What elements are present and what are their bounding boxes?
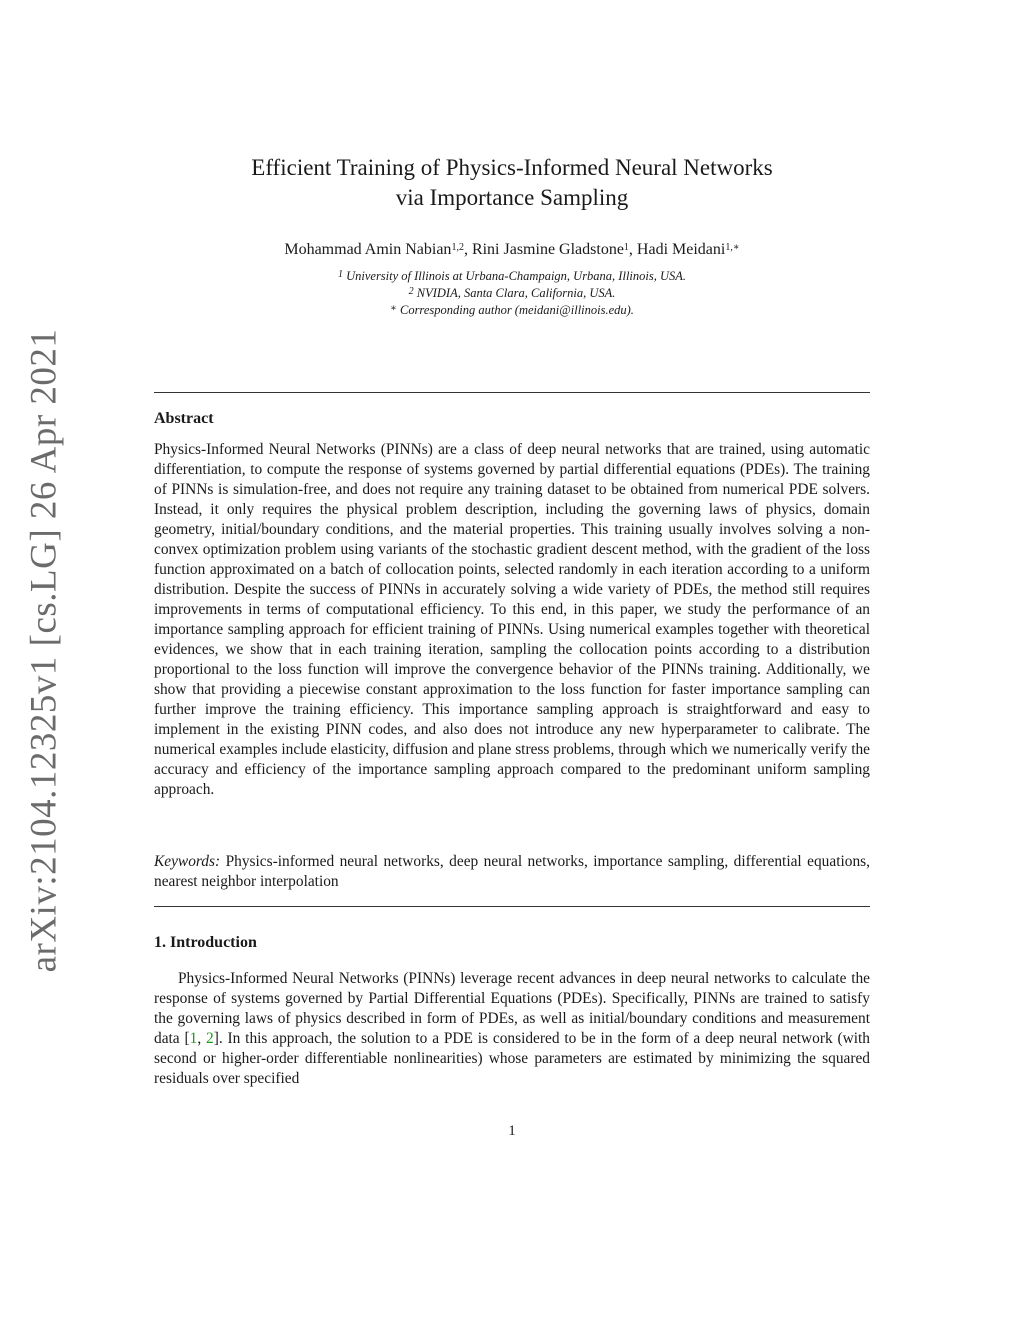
- affiliation-marker: ∗: [390, 303, 397, 314]
- keywords-label: Keywords:: [154, 853, 221, 870]
- paper-title-line-2: via Importance Sampling: [395, 185, 629, 210]
- page-number: 1: [508, 1123, 516, 1139]
- affiliation-line: [154, 302, 870, 319]
- paper-title-line-1: Efficient Training of Physics-Informed Neural Networks: [251, 155, 773, 180]
- affiliation-text: Corresponding author (meidani@illinois.edu).: [399, 303, 634, 317]
- introduction-heading: 1. Introduction: [154, 934, 257, 951]
- author-name: Mohammad Amin Nabian: [284, 241, 452, 258]
- citation-separator: ,: [197, 1030, 206, 1047]
- author-separator: ,: [463, 241, 472, 258]
- affiliation-marker: 1: [337, 269, 343, 280]
- abstract-bottom-rule: [154, 906, 870, 907]
- arxiv-identifier-text: arXiv:2104.12325v1 [cs.LG] 26 Apr 2021: [23, 328, 65, 972]
- affiliation-marker: 2: [408, 286, 414, 297]
- affiliation-text: University of Illinois at Urbana-Champaign, Urbana, Illinois, USA.: [346, 269, 687, 283]
- affiliation-text: NVIDIA, Santa Clara, California, USA.: [416, 286, 616, 300]
- abstract-top-rule: [154, 392, 870, 393]
- abstract-body: Physics-Informed Neural Networks (PINNs) are a class of deep neural networks that are trained, using automatic differentiation, to compute the response of systems governed by partial differential equations (PDEs). The training of PINNs is simulation-free, and does not require any training dataset to be obtained from numerical PDE solvers. Instead, it only requires the physical problem description, including the governing laws of physics, domain geometry, initial/boundary conditions, and the material properties. This training usually involves solving a non-convex optimization problem using variants of the stochastic gradient descent method, with the gradient of the loss function approximated on a batch of collocation points, selected randomly in each iteration according to a uniform distribution. Despite the success of PINNs in accurately solving a wide variety of PDEs, the method still requires improvements in terms of computational efficiency. To this end, in this paper, we study the performance of an importance sampling approach for efficient training of PINNs. Using numerical examples together with theoretical evidences, we show that in each training iteration, sampling the collocation points according to a distribution proportional to the loss function will improve the convergence behavior of the PINNs training. Additionally, we show that providing a piecewise constant approximation to the loss function for faster importance sampling can further improve the training efficiency. This importance sampling approach is straightforward and easy to implement in the existing PINN codes, and also does not introduce any new hyperparameter to calibrate. The numerical examples include elasticity, diffusion and plane stress problems, through which we numerically verify the accuracy and efficiency of the importance sampling approach compared to the predominant uniform sampling approach.: [154, 441, 870, 798]
- author-affiliation-marker: 1,∗: [725, 242, 740, 253]
- introduction-text-start: Physics-Informed Neural Networks (PINNs) leverage recent advances in deep neural networks to calculate the response of systems governed by Partial Differential Equations (PDEs). Specifically, PINNs are trained to satisfy the governing laws of physics described in form of PDEs, as well as initial/boundary conditions and measurement data [: [154, 970, 870, 1047]
- author-name: Hadi Meidani: [636, 241, 726, 258]
- author-affiliation-marker: 1: [623, 242, 629, 253]
- author-separator: ,: [628, 241, 637, 258]
- affiliation-line: [154, 268, 870, 285]
- author-name: Rini Jasmine Gladstone: [471, 241, 624, 258]
- abstract-heading: Abstract: [154, 410, 214, 427]
- arxiv-identifier-stamp: [8, 260, 80, 1040]
- introduction-body: [154, 969, 870, 1089]
- affiliation-list: [154, 268, 870, 319]
- affiliation-line: [154, 285, 870, 302]
- citation-link[interactable]: 2: [206, 1030, 214, 1047]
- author-list: [154, 239, 870, 261]
- paper-title: [154, 153, 870, 213]
- keywords-block: [154, 852, 870, 892]
- keywords-text: Physics-informed neural networks, deep neural networks, importance sampling, differential equations, nearest neighbor interpolation: [154, 853, 870, 890]
- author-affiliation-marker: 1,2: [451, 242, 464, 253]
- citation-link[interactable]: 1: [189, 1030, 198, 1047]
- introduction-text-end: ]. In this approach, the solution to a PDE is considered to be in the form of a deep neural network (with second or higher-order differentiable nonlinearities) whose parameters are estimated by minimizing the squared residuals over specified: [154, 1030, 871, 1087]
